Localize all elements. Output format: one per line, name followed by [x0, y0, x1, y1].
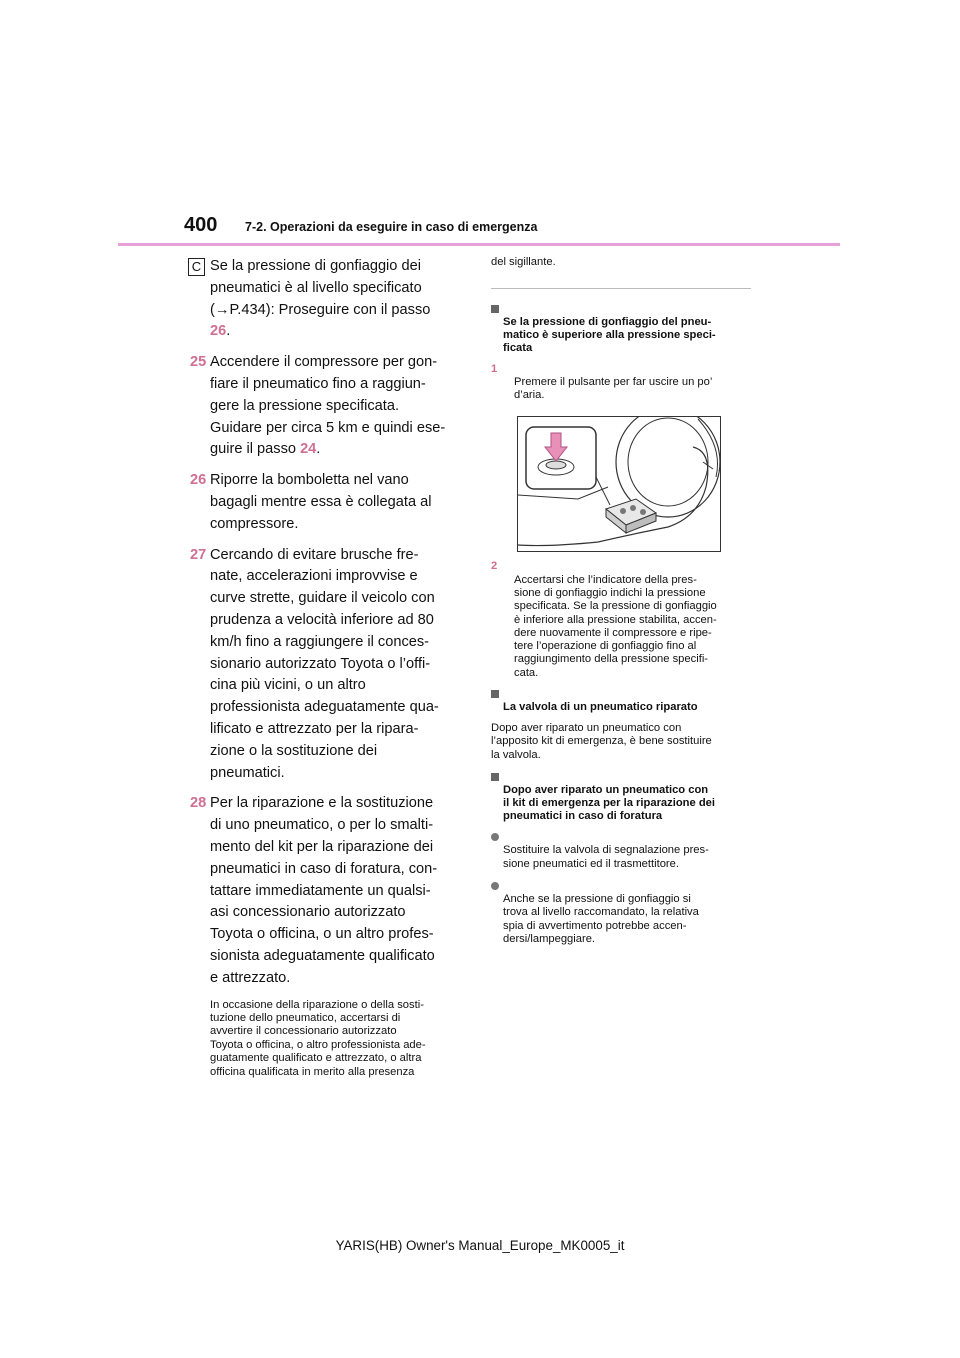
step-25-text: Accendere il compressore per gon- fiare il pneumatico fino a raggiun- gere la pressione specificata. Guidare per circa 5 km e quindi ese- guire il passo 24. — [210, 354, 446, 458]
deflate-step-1-number: 1 — [491, 362, 498, 375]
step-28-number: 28 — [190, 795, 207, 812]
step-26 — [190, 470, 468, 535]
deflate-step-2-number: 2 — [491, 560, 498, 573]
repair-note: In occasione della riparazione o della sosti- tuzione dello pneumatico, accertarsi di avvertire il concessionario autorizzato Toyota o officina, o altro professionista ade- guatamente qualificato e attrezzato, o altra officina qualificata in merito alla presenza — [210, 998, 426, 1078]
header-rule — [118, 243, 840, 246]
continuation-text: del sigillante. — [491, 256, 556, 268]
footer-manual-id: YARIS(HB) Owner's Manual_Europe_MK0005_it — [335, 1238, 625, 1253]
step-28-text: Per la riparazione e la sostituzione di uno pneumatico, o per lo smalti- mento del kit per la riparazione dei pneumatici in caso di foratura, con- tattare immediatamente un qualsi- asi concessionario autorizzato Toyota o officina, o un altro profes- sionista adeguatamente qualificato e attrezzato. — [210, 795, 438, 986]
page-number: 400 — [184, 214, 218, 236]
compressor-drawing — [518, 417, 720, 551]
circle-bullet-icon — [491, 882, 499, 890]
step-25-ref: 24 — [300, 441, 317, 458]
heading-after-repair: Dopo aver riparato un pneumatico con il kit di emergenza per la riparazione dei pneumatici in caso di foratura — [491, 771, 751, 823]
deflate-step-2: 2 Accertarsi che l’indicatore della pres- sione di gonfiaggio indichi la pressione specificata. Se la pressione di gonfiaggio è inferiore alla pressione stabilita, accen- dere nuovamente il compressore e ripe- tere l’operazione di gonfiaggio fino al raggiungimento della pressione specifi- cata. — [491, 560, 717, 679]
step-27-text: Cercando di evitare brusche fre- nate, accelerazioni improvvise e curve strette, guidare il veicolo con prudenza a velocità inferiore ad 80 km/h fino a raggiungere il conces- sionario autorizzato Toyota o l’offi- cina più vicini, o un altro professionista adeguatamente qua- lificato e attrezzato per la ripara- zione o la sostituzione dei pneumatici. — [210, 546, 439, 781]
section-title: 7-2. Operazioni da eseguire in caso di emergenza — [245, 220, 538, 234]
step-c-text: Se la pressione di gonfiaggio dei pneumatici è al livello specificato (→P.434): Proseguire con il passo 26. — [210, 258, 431, 340]
step-c-ref: 26 — [210, 323, 227, 340]
step-27 — [190, 545, 468, 785]
step-27-number: 27 — [190, 546, 207, 563]
square-bullet-icon — [491, 305, 499, 313]
right-column — [491, 256, 751, 955]
step-26-number: 26 — [190, 472, 207, 489]
heading-pressure-too-high: Se la pressione di gonfiaggio del pneu- matico è superiore alla pressione speci- ficata — [491, 303, 751, 355]
square-bullet-icon — [491, 773, 499, 781]
step-c — [191, 256, 468, 343]
step-25 — [190, 352, 468, 461]
step-28 — [190, 793, 468, 989]
deflate-step-1: 1 Premere il pulsante per far uscire un po’ d’aria. — [491, 362, 713, 402]
bullet-warning-light: Anche se la pressione di gonfiaggio si trova al livello raccomandato, la relativa spia di avvertimento potrebbe accen- dersi/lampeggiare. — [491, 880, 751, 946]
square-bullet-icon — [491, 690, 499, 698]
step-25-number: 25 — [190, 354, 207, 371]
repaired-valve-text: Dopo aver riparato un pneumatico con l’apposito kit di emergenza, è bene sostituire la valvola. — [491, 722, 712, 761]
heading-repaired-valve: La valvola di un pneumatico riparato — [491, 688, 751, 714]
bullet-replace-valve: Sostituire la valvola di segnalazione pres- sione pneumatici ed il trasmettitore. — [491, 831, 751, 871]
column-rule — [491, 288, 751, 289]
left-column — [190, 256, 468, 1079]
circle-bullet-icon — [491, 833, 499, 841]
step-26-text: Riporre la bomboletta nel vano bagagli mentre essa è collegata al compressore. — [210, 472, 432, 532]
step-c-badge: C — [188, 258, 205, 276]
compressor-illustration — [517, 416, 721, 552]
